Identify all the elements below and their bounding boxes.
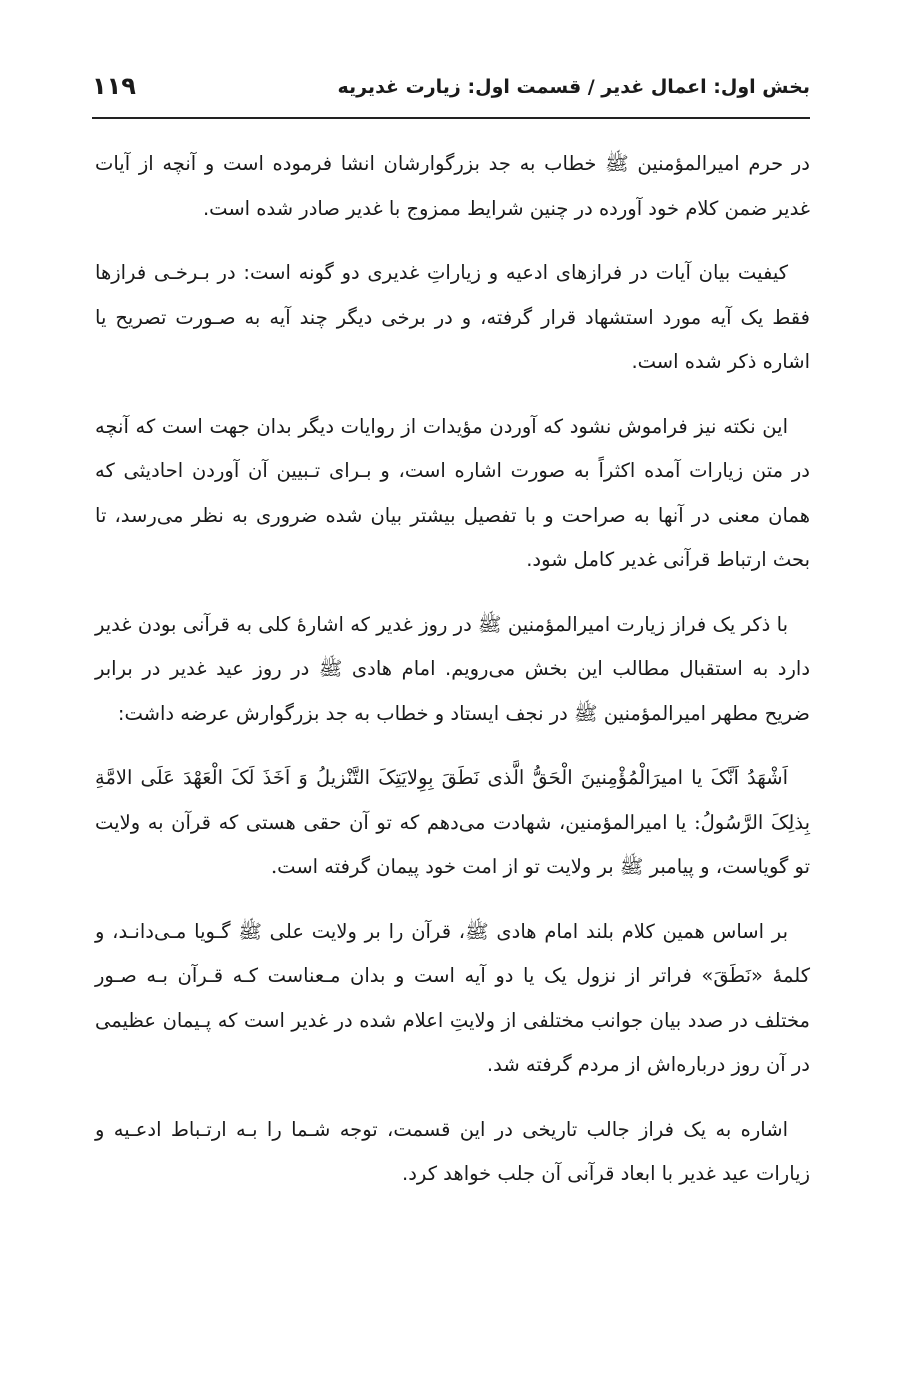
paragraph-4: با ذکر یک فراز زیارت امیرالمؤمنین ﷺ در روز غدیر که اشارهٔ کلی به قرآنی بودن غدیر دارد به استقبال مطالب این بخش می‌رویم. امام هادی ﷺ در روز عید غدیر در برابر ضریح مطهر امیرالمؤمنین ﷺ در نجف ایستاد و خطاب به جد بزرگوارش عرضه داشت: [95, 612, 810, 725]
main-text [95, 142, 810, 1217]
paragraph-3: این نکته نیز فراموش نشود که آوردن مؤیدات از روایات دیگر بدان جهت است که آنچه در متن زیارات آمده اکثراً به صورت اشاره است، و بـرای تـبیین آن آوردن احادیثی که همان معنی در آنها به صراحت و با تفصیل بیشتر بیان شده ضروری به نظر می‌رسد، تا بحث ارتباط قرآنی غدیر کامل شود. [95, 414, 810, 571]
page-header [92, 70, 810, 114]
page-number: ۱۱۹ [92, 72, 136, 100]
ziyarat-quote-paragraph: اَشْهَدُ اَنَّکَ یا امیرَالْمُؤْمِنینَ الْحَقُّ الَّذی نَطَقَ بِوِلایَتِکَ التَّنْزیلُ وَ اَخَذَ لَکَ الْعَهْدَ عَلَی الامَّةِ بِذلِکَ الرَّسُولُ: یا امیرالمؤمنین، شهادت می‌دهم که تو آن حقی هستی که قرآن به ولایت تو گویاست، و پیامبر ﷺ بر ولایت تو از امت خود پیمان گرفته است. [95, 766, 810, 878]
paragraph-1: در حرم امیرالمؤمنین ﷺ خطاب به جد بزرگوارشان انشا فرموده است و آنچه از آیات غدیر ضمن کلام خود آورده در چنین شرایط ممزوج با غدیر صادر شده است. [95, 152, 810, 220]
header-divider [92, 117, 810, 119]
paragraph-6: بر اساس همین کلام بلند امام هادی ﷺ، قرآن را بر ولایت علی ﷺ گـویا مـی‌دانـد، و کلمهٔ «نَطَقَ» فراتر از نزول یک یا دو آیه است و بدان مـعناست کـه قـرآن بـه صـور مختلف در صدد بیان جوانب مختلفی از ولایتِ اعلام شده در غدیر است که پـیمان عظیمی در آن روز درباره‌اش از مردم گرفته شد. [95, 919, 810, 1076]
paragraph-7: اشاره به یک فراز جالب تاریخی در این قسمت، توجه شـما را بـه ارتـباط ادعـیه و زیارات عید غدیر با ابعاد قرآنی آن جلب خواهد کرد. [95, 1117, 810, 1185]
paragraph-2: کیفیت بیان آیات در فرازهای ادعیه و زیاراتِ غدیری دو گونه است: در بـرخـی فرازها فقط یک آیه مورد استشهاد قرار گرفته، و در برخی دیگر چند آیه به صـورت تصریح یا اشاره ذکر شده است. [95, 261, 810, 373]
running-title: بخش اول: اعمال غدیر / قسمت اول: زیارت غدیریه [337, 76, 810, 98]
